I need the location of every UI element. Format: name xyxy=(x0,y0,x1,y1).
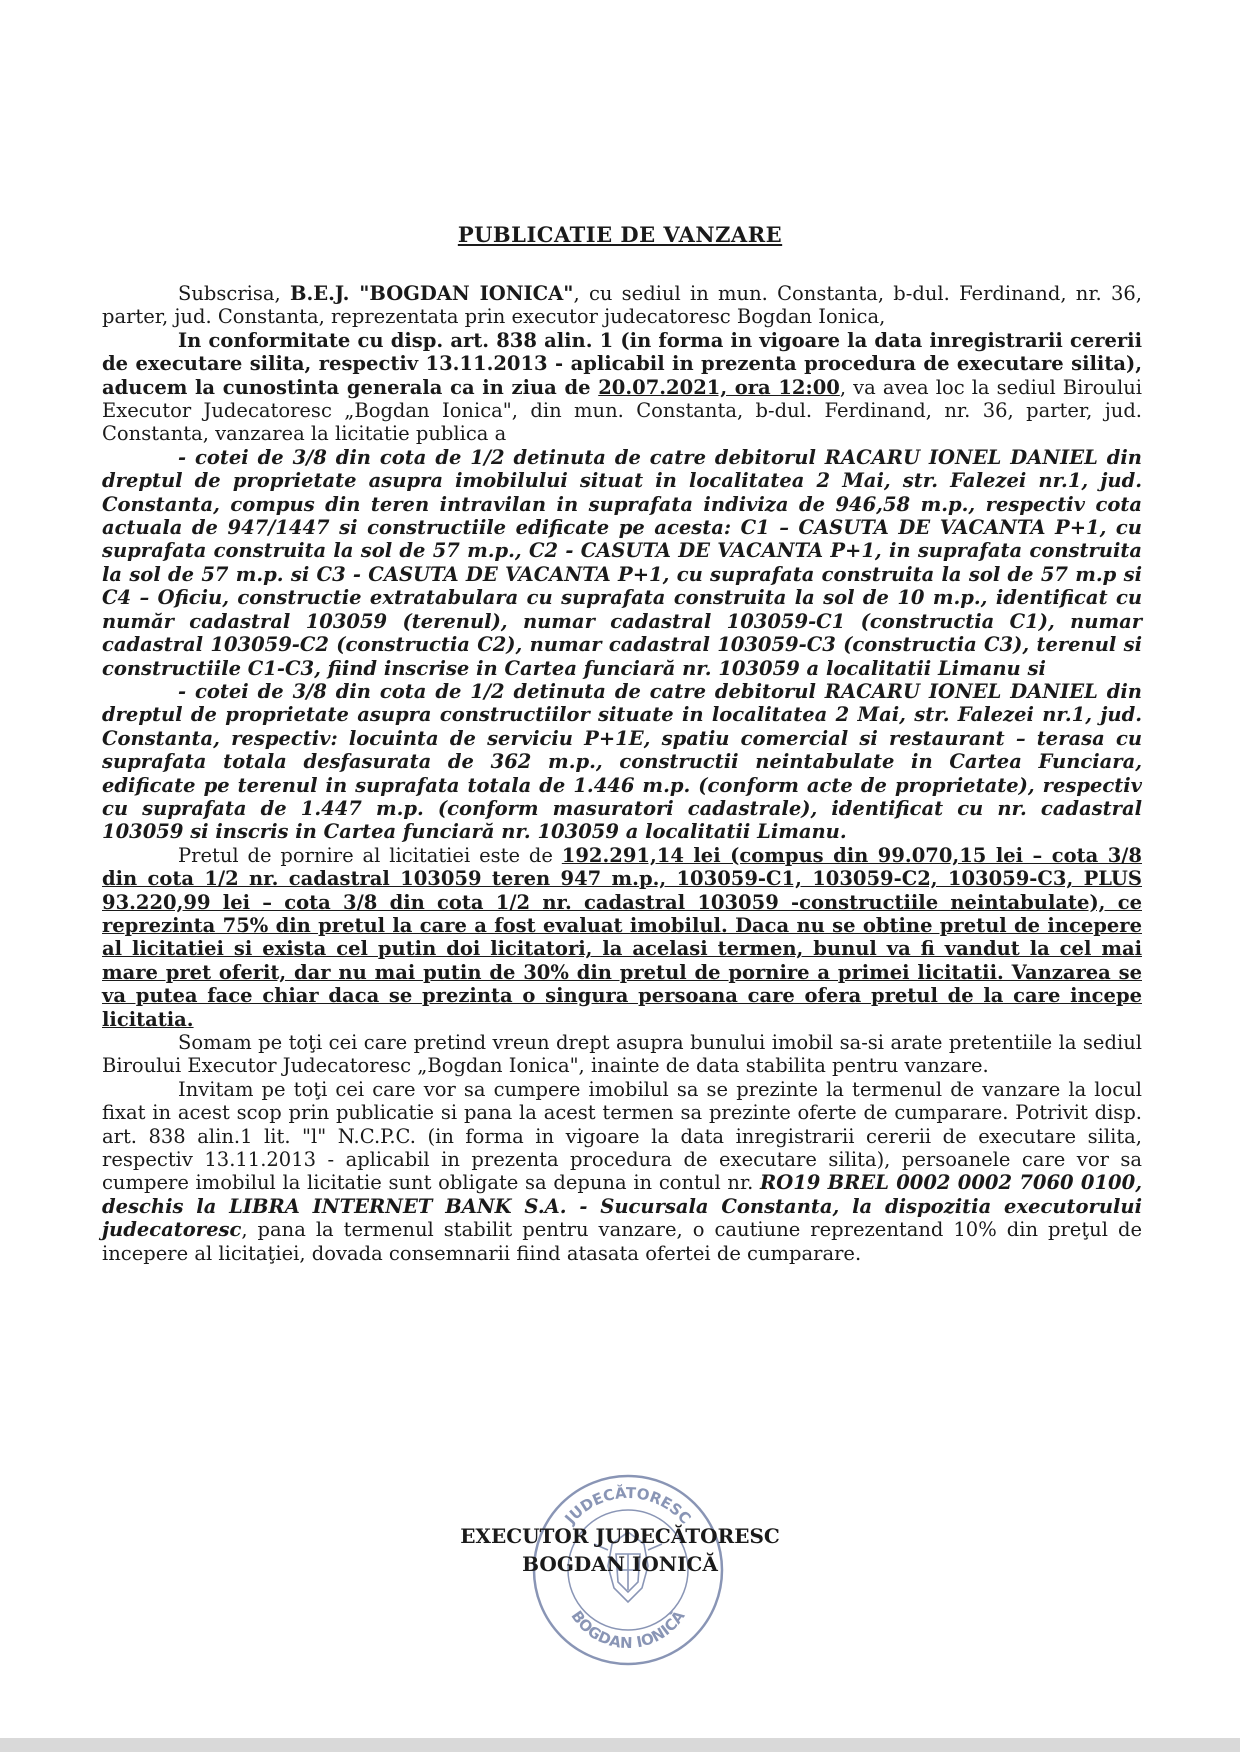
paragraph-summons: Somam pe toţi cei care pretind vreun drept asupra bunului imobil sa-si arate pretentiile la sediul Biroului Executor Judecatoresc „Bogdan Ionica", inainte de data stabilita pentru vanzare. xyxy=(102,1031,1142,1078)
paragraph-property-1: - cotei de 3/8 din cota de 1/2 detinuta de catre debitorul RACARU IONEL DANIEL din dreptul de proprietate asupra imobilului situat in localitatea 2 Mai, str. Falezei nr.1, jud. Constanta, compus din teren intravilan in suprafata indiviza de 946,58 m.p., respectiv cota actuala de 947/1447 si constructiile edificate pe acesta: C1 – CASUTA DE VACANTA P+1, cu suprafata construita la sol de 57 m.p., C2 - CASUTA DE VACANTA P+1, in suprafata construita la sol de 57 m.p. si C3 - CASUTA DE VACANTA P+1, cu suprafata construita la sol de 57 m.p si C4 – Oficiu, constructie extratabulara cu suprafata construita la sol de 10 m.p., identificat cu număr cadastral 103059 (terenul), numar cadastral 103059-C1 (constructia C1), numar cadastral 103059-C2 (constructia C2), numar cadastral 103059-C3 (constructia C3), terenul si constructiile C1-C3, fiind inscrise in Cartea funciară nr. 103059 a localitatii Limanu si xyxy=(102,445,1142,680)
invitation-text: Invitam pe toţi cei care vor sa cumpere imobilul sa se prezinte la termenul de vanzare la locul fixat in acest scop prin publicatie si pana la acest termen sa prezinte oferte de cumparare. Potrivit disp. art. 838 alin.1 lit. "l" N.C.P.C. (in forma in vigoare la data inregistrarii cererii de executare silita, respectiv 13.11.2013 - aplicabil in prezenta procedura de executare silita), persoanele care vor sa cumpere imobilul la licitatie sunt obligate sa depuna in contul nr. xyxy=(102,1077,1142,1195)
auction-location-text: , va avea loc la sediul Biroului Executor Judecatoresc „Bogdan Ionica", din mun. Constanta, b-dul. Ferdinand, nr. 36, parter, jud. Constanta, vanzarea la licitatie publica a xyxy=(102,375,1142,446)
legal-basis-text: In conformitate cu disp. art. 838 alin. 1 (in forma in vigoare la data inregistrarii cererii de executare silita, respectiv 13.11.2013 - aplicabil in prezenta procedura de executare silita), aducem la cunostinta generala ca in ziua de xyxy=(102,328,1142,399)
document-body xyxy=(102,282,1142,1265)
starting-price-text: Pretul de pornire al licitatiei este de xyxy=(178,843,562,867)
paragraph-starting-price xyxy=(102,844,1142,1031)
document-title: PUBLICATIE DE VANZARE xyxy=(457,222,783,247)
paragraph-property-2: - cotei de 3/8 din cota de 1/2 detinuta de catre debitorul RACARU IONEL DANIEL din dreptul de proprietate asupra constructiilor situate in localitatea 2 Mai, str. Falezei nr.1, jud. Constanta, respectiv: locuinta de serviciu P+1E, spatiu comercial si restaurant – terasa cu suprafata totala desfasurata de 362 m.p., constructii neintabulate in Cartea Funciara, edificate pe terenul in suprafata totala de 1.446 m.p. (conform acte de proprietate), respectiv cu suprafata de 1.447 m.p. (conform masuratori cadastrale), identificat cu nr. cadastral 103059 si inscris in Cartea funciară nr. 103059 a localitatii Limanu. xyxy=(102,679,1142,844)
stamp-top-text: JUDECĂTORESC xyxy=(561,1483,695,1528)
scan-edge-divider xyxy=(0,1738,1240,1752)
bank-account-details: RO19 BREL 0002 0002 7060 0100, deschis la LIBRA INTERNET BANK S.A. - Sucursala Constanta, la dispozitia executorului judecatoresc xyxy=(102,1171,1142,1242)
signature-title: EXECUTOR JUDECĂTORESC xyxy=(460,1524,780,1548)
stamp-bottom-text: BOGDAN IONICĂ xyxy=(567,1607,689,1653)
intro-text-cont: , cu sediul in mun. Constanta, b-dul. Ferdinand, nr. 36, parter, jud. Constanta, reprezentata prin executor judecatoresc Bogdan Ionica, xyxy=(102,282,1143,329)
signature-block xyxy=(0,1522,1240,1578)
invitation-text-cont: , pana la termenul stabilit pentru vanzare, o cautiune reprezentand 10% din preţul de incepere al licitaţiei, dovada consemnarii fiind atasata ofertei de cumparare. xyxy=(102,1218,1142,1265)
paragraph-intro xyxy=(102,282,1142,329)
auction-date: 20.07.2021, ora 12:00 xyxy=(598,375,840,399)
bailiff-office-name: B.E.J. "BOGDAN IONICA" xyxy=(289,282,574,305)
paragraph-legal-basis xyxy=(102,329,1142,446)
signature-name: BOGDAN IONICĂ xyxy=(522,1552,718,1576)
intro-text: Subscrisa, xyxy=(178,282,290,305)
starting-price-details: 192.291,14 lei (compus din 99.070,15 lei – cota 3/8 din cota 1/2 nr. cadastral 103059 teren 947 m.p., 103059-C1, 103059-C2, 103059-C3, PLUS 93.220,99 lei – cota 3/8 din cota 1/2 nr. cadastral 103059 -constructiile neintabulate), ce reprezinta 75% din pretul la care a fost evaluat imobilul. Daca nu se obtine pretul de incepere al licitatiei si exista cel putin doi licitatori, la acelasi termen, bunul va fi vandut la cel mai mare pret oferit, dar nu mai putin de 30% din pretul de pornire a primei licitatii. Vanzarea se va putea face chiar daca se prezinta o singura persoana care ofera pretul de la care incepe licitatia. xyxy=(102,843,1142,1031)
paragraph-invitation xyxy=(102,1078,1142,1265)
